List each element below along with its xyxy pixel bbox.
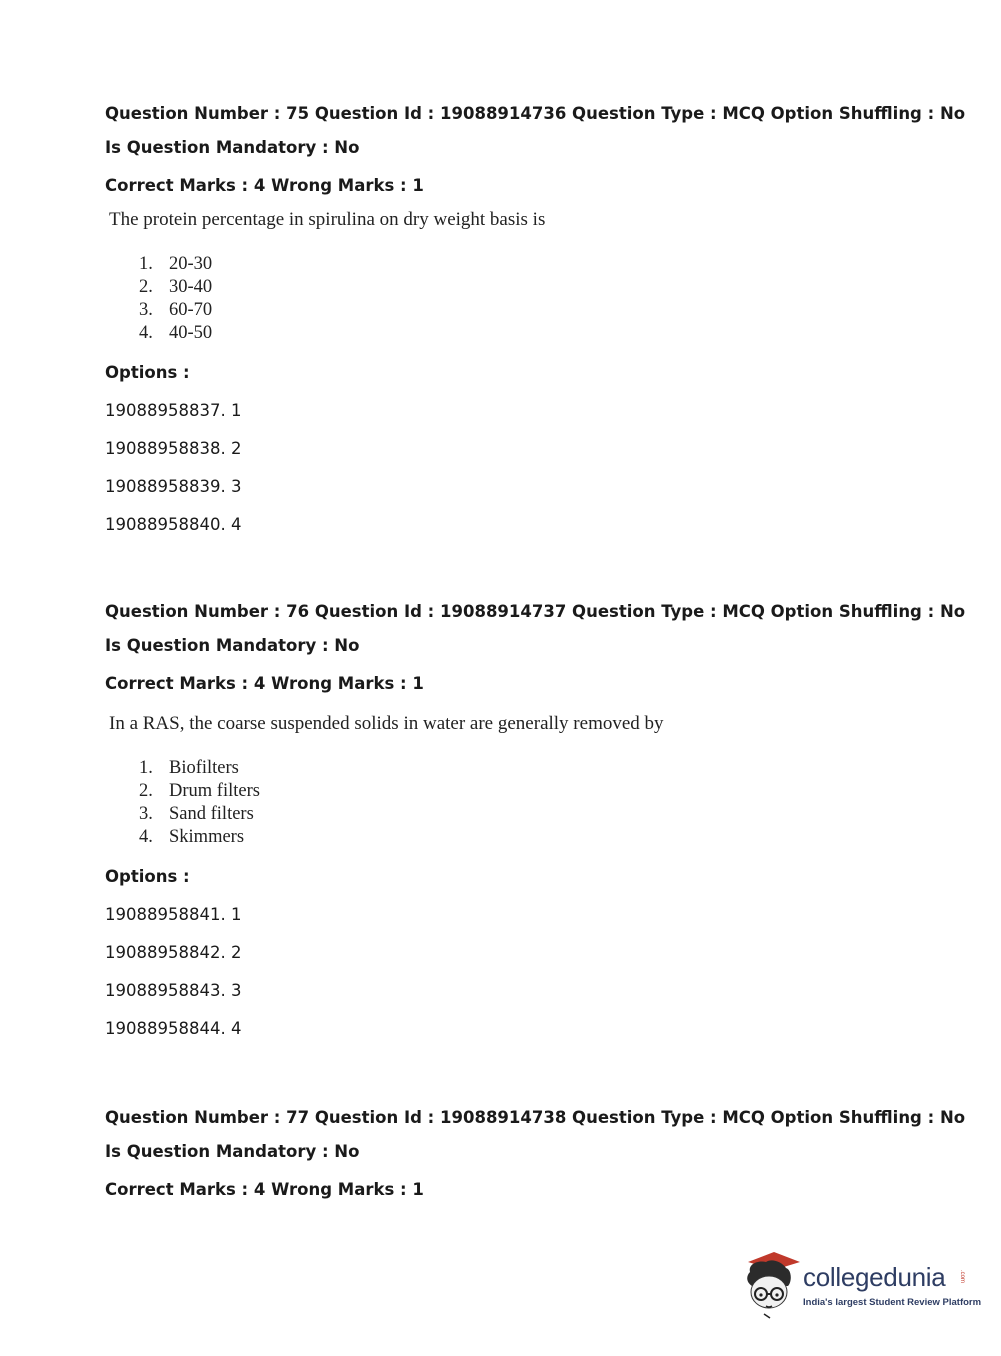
option-id: 19088958838. 2 (105, 439, 242, 458)
options-heading: Options : (105, 363, 190, 382)
choice-number: 1. (139, 254, 153, 274)
choice-number: 3. (139, 300, 153, 320)
question-mandatory: Is Question Mandatory : No (105, 1142, 360, 1161)
question-marks: Correct Marks : 4 Wrong Marks : 1 (105, 176, 424, 195)
option-id: 19088958844. 4 (105, 1019, 242, 1038)
answer-choice (139, 276, 965, 299)
question-meta: Question Number : 77 Question Id : 19088914738 Question Type : MCQ Option Shuffling : No (105, 1108, 966, 1127)
choice-label: Drum filters (169, 781, 260, 801)
choice-label: 40-50 (169, 323, 213, 343)
question-77 (105, 1108, 965, 1200)
collegedunia-logo[interactable] (742, 1248, 982, 1320)
answer-choice (139, 299, 965, 322)
question-76 (105, 602, 965, 1039)
question-meta: Question Number : 75 Question Id : 19088914736 Question Type : MCQ Option Shuffling : No (105, 104, 966, 123)
option-id: 19088958839. 3 (105, 477, 242, 496)
answer-choice (139, 803, 965, 826)
choice-label: Sand filters (169, 804, 254, 824)
answer-choice (139, 757, 965, 780)
choice-label: 60-70 (169, 300, 213, 320)
choice-number: 3. (139, 804, 153, 824)
option-id: 19088958843. 3 (105, 981, 242, 1000)
question-mandatory: Is Question Mandatory : No (105, 138, 360, 157)
question-mandatory: Is Question Mandatory : No (105, 636, 360, 655)
question-75 (105, 104, 965, 535)
question-marks: Correct Marks : 4 Wrong Marks : 1 (105, 1180, 424, 1199)
option-id: 19088958840. 4 (105, 515, 242, 534)
option-ids (105, 401, 965, 535)
choice-number: 1. (139, 758, 153, 778)
choice-label: Skimmers (169, 827, 245, 847)
brand-tagline: India's largest Student Review Platform (803, 1297, 982, 1308)
choice-number: 2. (139, 781, 153, 801)
choice-number: 4. (139, 827, 153, 847)
brand-name: collegedunia (803, 1262, 946, 1292)
question-meta: Question Number : 76 Question Id : 19088914737 Question Type : MCQ Option Shuffling : No (105, 602, 966, 621)
question-marks: Correct Marks : 4 Wrong Marks : 1 (105, 674, 424, 693)
option-id: 19088958841. 1 (105, 905, 242, 924)
question-text: In a RAS, the coarse suspended solids in water are generally removed by (109, 713, 664, 734)
answer-choice (139, 780, 965, 803)
question-text: The protein percentage in spirulina on dry weight basis is (109, 209, 546, 230)
choice-label: 20-30 (169, 254, 213, 274)
brand-suffix: .com (959, 1270, 965, 1284)
answer-choices (139, 757, 965, 849)
answer-choices (139, 253, 965, 345)
option-id: 19088958837. 1 (105, 401, 242, 420)
options-heading: Options : (105, 867, 190, 886)
answer-choice (139, 322, 965, 345)
choice-label: Biofilters (169, 758, 239, 778)
choice-label: 30-40 (169, 277, 213, 297)
choice-number: 4. (139, 323, 153, 343)
option-id: 19088958842. 2 (105, 943, 242, 962)
student-mascot-icon (742, 1248, 802, 1320)
option-ids (105, 905, 965, 1039)
answer-choice (139, 826, 965, 849)
answer-choice (139, 253, 965, 276)
choice-number: 2. (139, 277, 153, 297)
